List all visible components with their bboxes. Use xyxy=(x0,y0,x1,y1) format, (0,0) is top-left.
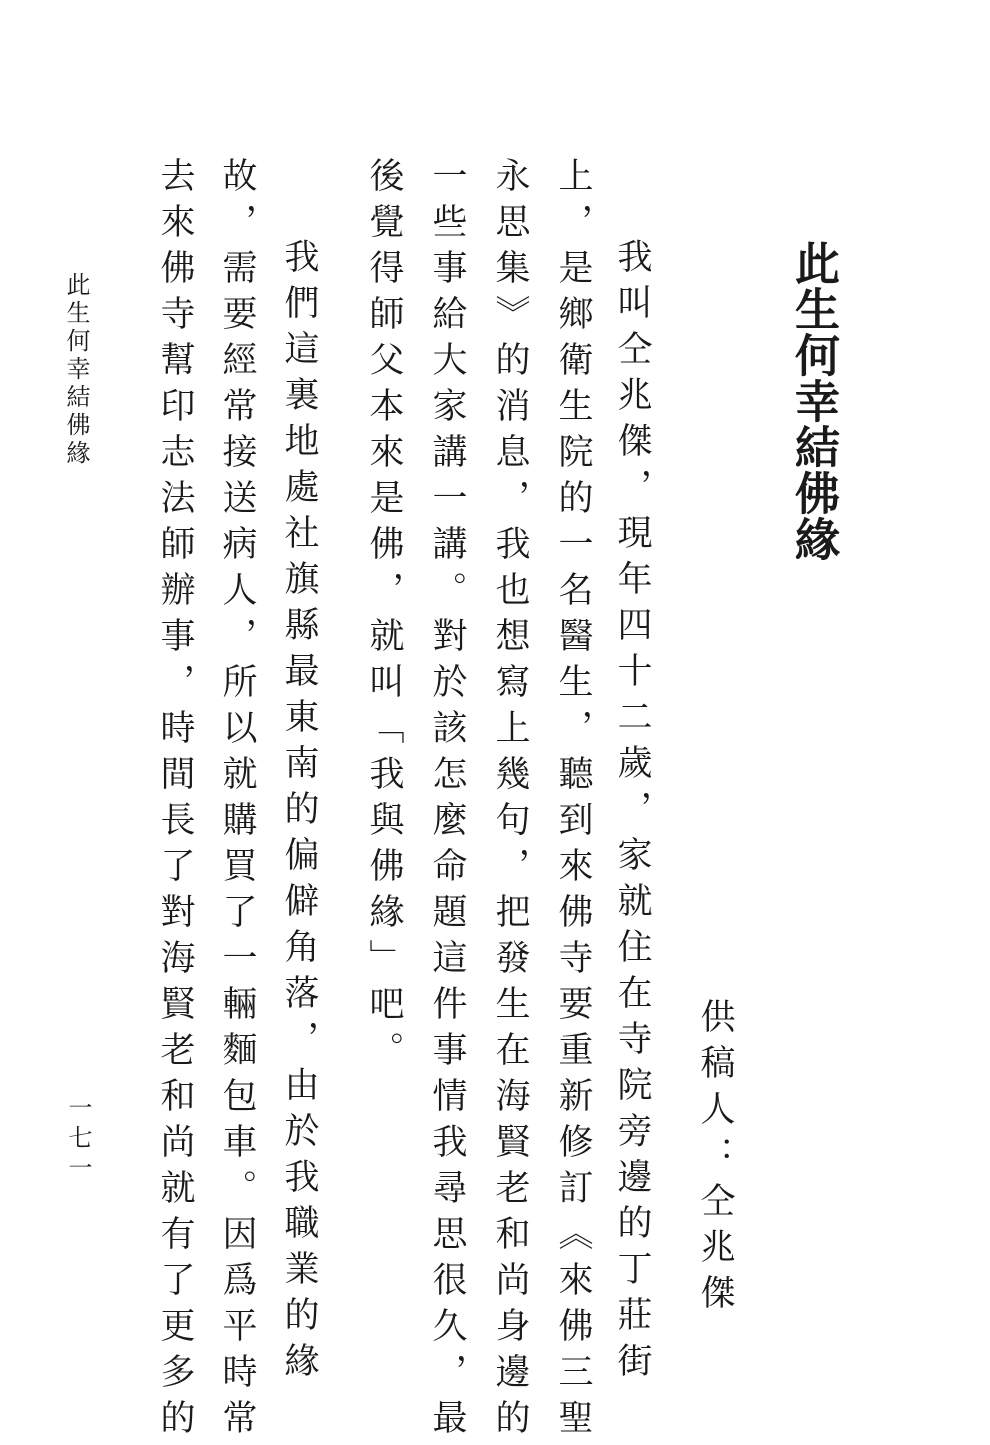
text-column-8: 去來佛寺幫印志法師辦事，時間長了對海賢老和尚就有了更多的 xyxy=(155,157,195,1445)
contributor-byline: 供稿人：仝兆傑 xyxy=(695,998,735,1320)
text-column-2: 上，是鄉衛生院的一名醫生，聽到來佛寺要重新修訂《來佛三聖 xyxy=(553,157,593,1445)
text-column-5: 後覺得師父本來是佛，就叫「我與佛緣」吧。 xyxy=(364,157,404,1077)
chapter-title: 此生何幸結佛緣 xyxy=(787,240,840,562)
text-column-7: 故，需要經常接送病人，所以就購買了一輛麵包車。因爲平時常 xyxy=(217,157,257,1445)
running-header: 此生何幸結佛緣 xyxy=(62,272,90,468)
page-number: 一七一 xyxy=(64,1095,92,1185)
text-column-6: 我們這裏地處社旗縣最東南的偏僻角落，由於我職業的緣 xyxy=(279,238,319,1388)
text-column-3: 永思集》的消息，我也想寫上幾句，把發生在海賢老和尚身邊的 xyxy=(490,157,530,1445)
text-column-4: 一些事給大家講一講。對於該怎麼命題這件事情我尋思很久，最 xyxy=(427,157,467,1445)
text-column-1: 我叫仝兆傑，現年四十二歲，家就住在寺院旁邊的丁莊街 xyxy=(612,238,652,1388)
